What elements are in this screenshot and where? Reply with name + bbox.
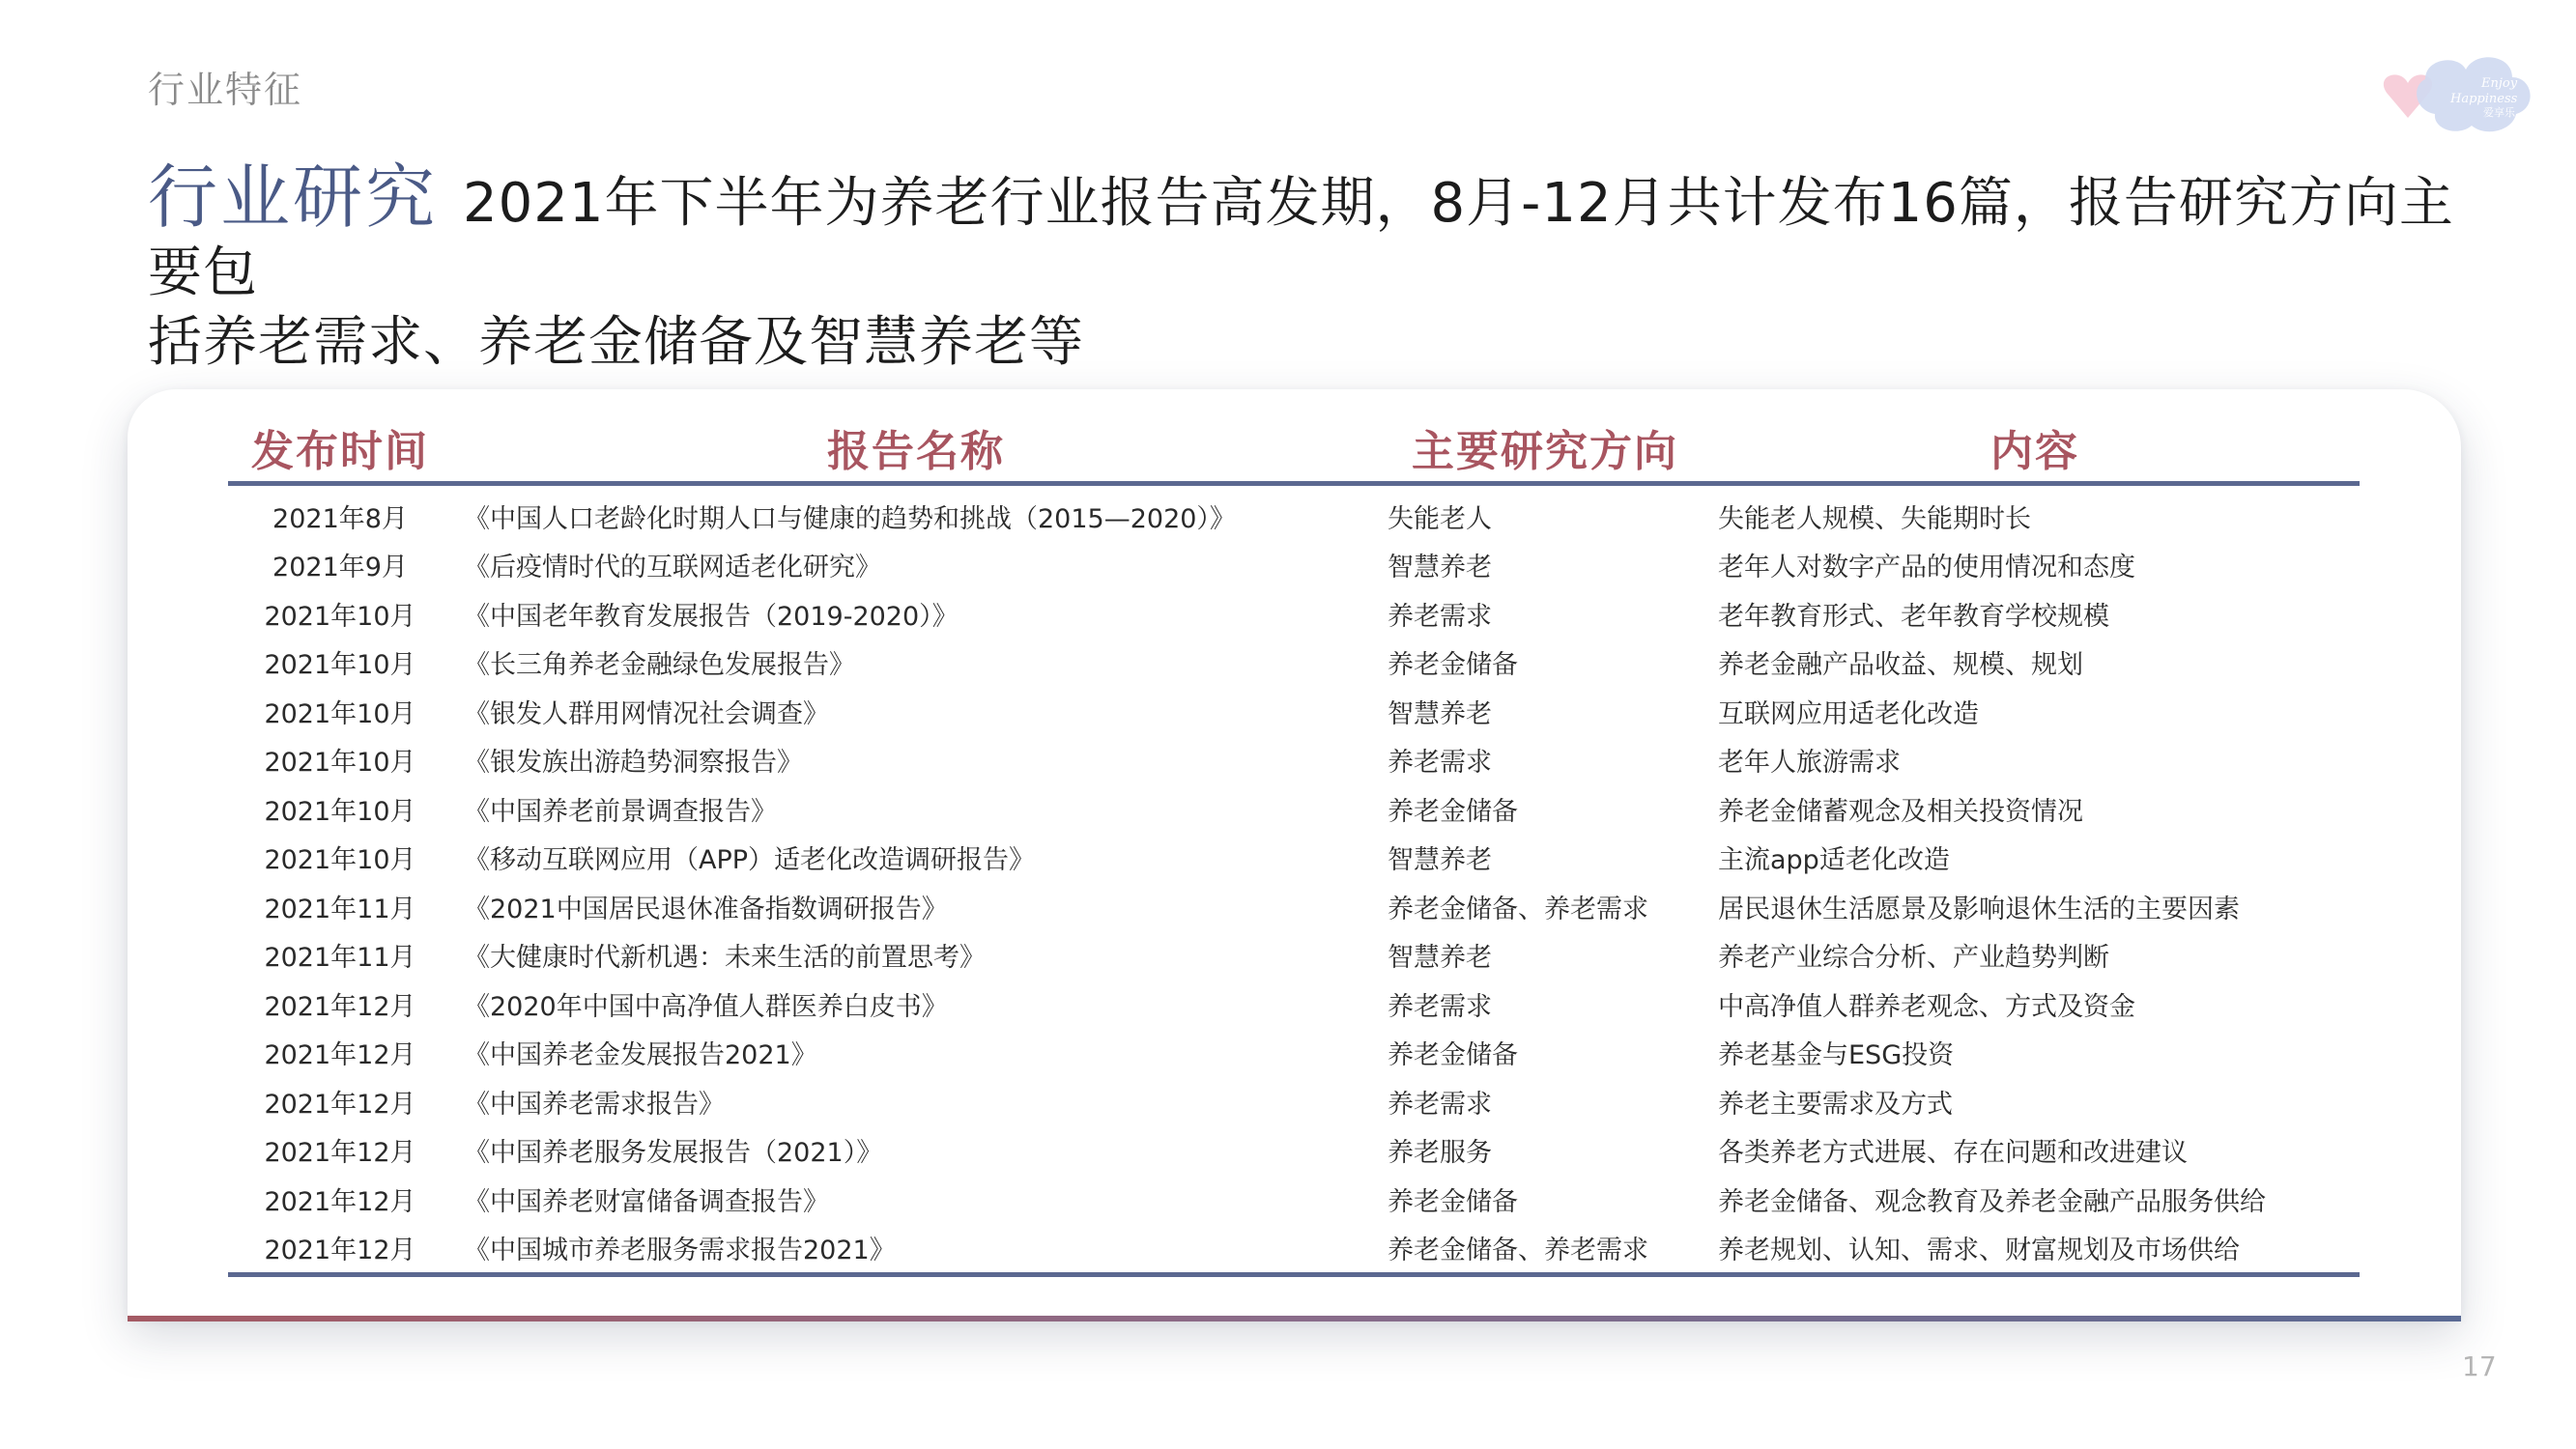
cell-report-name: 《中国养老前景调查报告》 <box>464 796 777 827</box>
cell-date: 2021年10月 <box>264 796 416 827</box>
cell-direction: 智慧养老 <box>1388 553 1492 583</box>
header-report-name: 报告名称 <box>452 413 1380 484</box>
cell-date: 2021年10月 <box>264 601 416 632</box>
cell-date: 2021年12月 <box>264 1138 416 1169</box>
cell-date: 2021年12月 <box>264 1089 416 1120</box>
cell-direction: 智慧养老 <box>1388 698 1492 729</box>
table-row <box>228 1029 2360 1078</box>
table-row <box>228 882 2360 931</box>
logo-text-1: Enjoy <box>2481 76 2518 91</box>
cell-date: 2021年10月 <box>264 748 416 779</box>
cell-date: 2021年10月 <box>264 650 416 681</box>
cell-direction: 失能老人 <box>1388 503 1492 534</box>
cell-content: 老年人旅游需求 <box>1718 748 1901 779</box>
cell-content: 失能老人规模、失能期时长 <box>1718 503 2031 534</box>
header-date: 发布时间 <box>228 413 452 484</box>
heart-cloud-logo <box>2358 37 2551 153</box>
cell-report-name: 《中国人口老龄化时期人口与健康的趋势和挑战（2015—2020）》 <box>464 503 1236 534</box>
cell-report-name: 《中国养老财富储备调查报告》 <box>464 1186 829 1217</box>
cell-report-name: 《中国老年教育发展报告（2019-2020）》 <box>464 601 959 632</box>
table-row <box>228 541 2360 590</box>
table-row <box>228 1126 2360 1176</box>
cell-content: 养老金储蓄观念及相关投资情况 <box>1718 796 2083 827</box>
cell-direction: 养老金储备 <box>1388 650 1518 681</box>
cell-content: 主流app适老化改造 <box>1718 845 1950 876</box>
table-row <box>228 687 2360 736</box>
page-number: 17 <box>2462 1350 2497 1382</box>
cell-content: 养老规划、认知、需求、财富规划及市场供给 <box>1710 1224 2360 1275</box>
cell-date: 2021年10月 <box>264 845 416 876</box>
cell-date: 2021年8月 <box>272 503 408 534</box>
cell-report-name: 《2021中国居民退休准备指数调研报告》 <box>464 894 948 924</box>
cell-content: 互联网应用适老化改造 <box>1718 698 1979 729</box>
cell-date: 2021年11月 <box>264 894 416 924</box>
cell-content: 老年教育形式、老年教育学校规模 <box>1718 601 2109 632</box>
cell-report-name: 《中国养老服务发展报告（2021）》 <box>464 1138 883 1169</box>
cell-content: 居民退休生活愿景及影响退休生活的主要因素 <box>1718 894 2240 924</box>
table-row <box>228 931 2360 980</box>
cell-content: 养老金融产品收益、规模、规划 <box>1718 650 2083 681</box>
table-row <box>228 784 2360 834</box>
cell-direction: 养老金储备 <box>1388 796 1518 827</box>
cell-direction: 养老需求 <box>1388 748 1492 779</box>
cell-report-name: 《后疫情时代的互联网适老化研究》 <box>464 553 881 583</box>
logo-text-3: 爱享乐 <box>2483 106 2515 119</box>
table-row <box>228 834 2360 883</box>
table-row <box>228 1224 2360 1275</box>
card-bottom-bar <box>128 1316 2461 1321</box>
table-row <box>228 736 2360 785</box>
cell-date: 2021年12月 <box>264 1040 416 1071</box>
cell-report-name: 《银发族出游趋势洞察报告》 <box>464 748 803 779</box>
cell-date: 2021年9月 <box>272 553 408 583</box>
cell-content: 老年人对数字产品的使用情况和态度 <box>1718 553 2135 583</box>
cell-report-name: 《移动互联网应用（APP）适老化改造调研报告》 <box>464 845 1036 876</box>
cell-direction: 智慧养老 <box>1388 943 1492 974</box>
header-direction: 主要研究方向 <box>1380 413 1710 484</box>
table-row <box>228 1175 2360 1224</box>
cell-direction: 养老金储备 <box>1388 1186 1518 1217</box>
cell-date: 2021年12月 <box>264 1186 416 1217</box>
cell-direction: 养老金储备、养老需求 <box>1388 894 1648 924</box>
headline-lead: 行业研究 <box>148 156 439 238</box>
cell-direction: 养老金储备、养老需求 <box>1380 1224 1710 1275</box>
table-row <box>228 589 2360 639</box>
cell-date: 2021年12月 <box>264 991 416 1022</box>
logo-text-2: Happiness <box>2450 92 2518 106</box>
cell-report-name: 《中国城市养老服务需求报告2021》 <box>452 1224 1380 1275</box>
headline-line1: 2021年下半年为养老行业报告高发期，8月-12月共计发布16篇，报告研究方向主要包 <box>148 172 2454 304</box>
cell-report-name: 《中国养老需求报告》 <box>464 1089 725 1120</box>
cell-date: 2021年10月 <box>264 698 416 729</box>
cell-content: 养老金储备、观念教育及养老金融产品服务供给 <box>1718 1186 2266 1217</box>
table-row <box>228 980 2360 1029</box>
cell-content: 各类养老方式进展、存在问题和改进建议 <box>1718 1138 2188 1169</box>
cell-content: 养老主要需求及方式 <box>1718 1089 1953 1120</box>
cell-date: 2021年12月 <box>228 1224 452 1275</box>
section-label: 行业特征 <box>148 69 303 111</box>
cell-direction: 养老需求 <box>1388 1089 1492 1120</box>
cell-content: 养老产业综合分析、产业趋势判断 <box>1718 943 2109 974</box>
header-content: 内容 <box>1710 413 2360 484</box>
cell-content: 中高净值人群养老观念、方式及资金 <box>1718 991 2135 1022</box>
cell-report-name: 《中国养老金发展报告2021》 <box>464 1040 817 1071</box>
cell-direction: 养老金储备 <box>1388 1040 1518 1071</box>
headline-line2: 括养老需求、养老金储备及智慧养老等 <box>148 311 1084 374</box>
cell-report-name: 《银发人群用网情况社会调查》 <box>464 698 829 729</box>
cell-report-name: 《2020年中国中高净值人群医养白皮书》 <box>464 991 948 1022</box>
reports-table <box>228 413 2360 1277</box>
cell-content: 养老基金与ESG投资 <box>1718 1040 1955 1071</box>
cell-direction: 智慧养老 <box>1388 845 1492 876</box>
cell-direction: 养老需求 <box>1388 601 1492 632</box>
table-row <box>228 484 2360 541</box>
table-row <box>228 1077 2360 1126</box>
cell-date: 2021年11月 <box>264 943 416 974</box>
table-row <box>228 639 2360 688</box>
table-body <box>228 484 2360 1275</box>
cell-report-name: 《长三角养老金融绿色发展报告》 <box>464 650 855 681</box>
headline <box>148 156 2467 378</box>
cell-report-name: 《大健康时代新机遇：未来生活的前置思考》 <box>464 943 986 974</box>
cell-direction: 养老服务 <box>1388 1138 1492 1169</box>
table-header-row <box>228 413 2360 484</box>
cell-direction: 养老需求 <box>1388 991 1492 1022</box>
